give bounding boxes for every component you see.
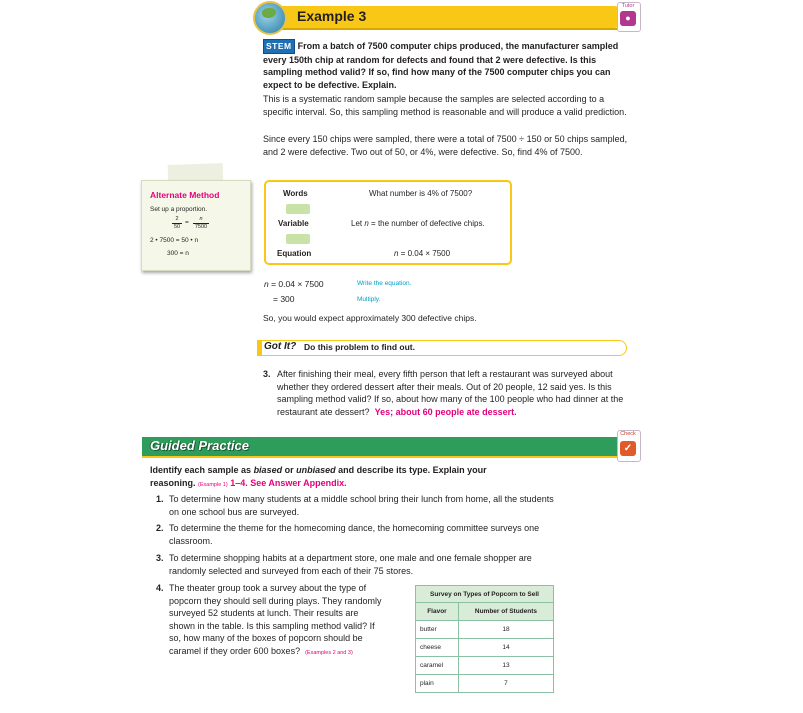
example-para-2: Since every 150 chips were sampled, there were a total of 7500 ÷ 150 or 50 chips sampled, and 2 were defective. Two out of 50, or 4%, were defective. So, find 4% of 7500. <box>263 134 628 157</box>
org-equation-text <box>394 249 450 258</box>
check-label: Check <box>620 431 636 437</box>
gp-item-4-body <box>169 582 382 659</box>
gp-item-4-ref[interactable]: (Examples 2 and 3) <box>305 649 353 656</box>
arrow-down-icon <box>286 234 310 244</box>
org-variable-label: Variable <box>278 219 309 228</box>
problem-3-body <box>277 368 633 418</box>
gp-instructions <box>150 464 530 491</box>
org-equation-var: n <box>394 249 399 258</box>
alt-frac2-num: n <box>199 216 203 222</box>
org-variable-text-post: = the number of defective chips. <box>371 219 485 228</box>
popcorn-survey-table <box>415 585 554 693</box>
gp-instr-answer: 1–4. See Answer Appendix. <box>230 477 347 488</box>
table-header-flavor: Flavor <box>416 603 459 621</box>
alt-frac2-den: 7500 <box>194 224 208 230</box>
gp-instr-post: and describe its type. Explain your <box>338 465 487 475</box>
work-line-1 <box>264 279 324 289</box>
alt-method-proportion <box>170 216 242 233</box>
table-cell-count: 18 <box>458 621 553 639</box>
org-variable-text-pre: Let <box>351 219 363 228</box>
table-cell-flavor: caramel <box>416 657 459 675</box>
tutor-label: Tutor <box>621 3 635 9</box>
work-conclusion: So, you would expect approximately 300 defective chips. <box>263 313 477 323</box>
check-icon[interactable]: ✓ <box>620 441 636 456</box>
tutor-icon[interactable]: ● <box>620 11 636 26</box>
gp-item-4-number: 4. <box>156 583 164 593</box>
table-row <box>416 639 554 657</box>
gp-item-3 <box>156 552 556 577</box>
problem-3 <box>263 368 633 418</box>
work-note-1: Write the equation. <box>357 280 412 287</box>
work-line-2: = 300 <box>273 294 295 304</box>
alt-frac1-num: 2 <box>175 216 179 222</box>
gp-item-2-text: To determine the theme for the homecoming dance, the homecoming committee surveys one classroom. <box>169 523 540 546</box>
problem-3-answer: Yes; about 60 people ate dessert. <box>374 406 517 417</box>
alt-method-line-4: 300 = n <box>167 250 189 257</box>
gp-item-3-text: To determine shopping habits at a department store, one male and one female shopper are randomly selected and surveyed from each of their 75 stores. <box>169 553 532 576</box>
problem-3-number: 3. <box>263 369 271 379</box>
org-words-text: What number is 4% of 7500? <box>369 189 473 198</box>
table-row <box>416 657 554 675</box>
gp-item-2 <box>156 522 556 547</box>
stem-badge: STEM <box>263 39 295 54</box>
alt-method-title: Alternate Method <box>150 190 220 200</box>
gp-item-4-text: The theater group took a survey about the type of popcorn they should sell during plays. They randomly surveyed 52 students at lunch. Their results are shown in the table. Is this sampling method valid? If so, how many of the boxes of popcorn should be caramel if they order 600 boxes? <box>169 583 382 656</box>
got-it-text: Do this problem to find out. <box>304 342 415 352</box>
gp-item-3-number: 3. <box>156 553 164 563</box>
gp-instr-ref[interactable]: (Example 1) <box>198 481 228 488</box>
example-header-underline <box>263 28 625 30</box>
org-words-label: Words <box>283 189 308 198</box>
table-cell-count: 7 <box>458 675 553 693</box>
gp-instr-pre: Identify each sample as <box>150 465 252 475</box>
work-line-1-var: n <box>264 279 269 289</box>
table-cell-flavor: butter <box>416 621 459 639</box>
example-problem-text: From a batch of 7500 computer chips produced, the manufacturer sampled every 150th chip at random for defects and found that 2 were defective. Is this sampling method valid? If so, find how many of the 7500 computer chips you can expect to be defective. Explain. <box>263 41 619 90</box>
alt-method-line-1: Set up a proportion. <box>150 206 208 213</box>
arrow-down-icon <box>286 204 310 214</box>
gp-instr-biased: biased <box>253 465 283 475</box>
gp-item-4 <box>156 582 382 659</box>
example-problem <box>263 39 631 91</box>
problem-3-text: After finishing their meal, every fifth person that left a restaurant was surveyed about whether they ordered dessert after their meals. Out of 20 people, 12 said yes. Is this sampling method valid? If so, about how many of the 100 people who had dinner at the restaurant ate dessert? <box>277 369 624 417</box>
table-cell-flavor: plain <box>416 675 459 693</box>
got-it-label: Got It? <box>264 341 297 352</box>
alt-equals: = <box>185 219 189 226</box>
org-variable-text <box>351 219 485 228</box>
work-note-2: Multiply. <box>357 296 381 303</box>
gp-item-1-text: To determine how many students at a middle school bring their lunch from home, all the students on one school bus are surveyed. <box>169 494 554 517</box>
org-equation-expr: = 0.04 × 7500 <box>400 249 451 258</box>
work-line-1-expr: = 0.04 × 7500 <box>271 279 324 289</box>
table-caption: Survey on Types of Popcorn to Sell <box>416 586 554 603</box>
org-variable-var: n <box>364 219 369 228</box>
gp-instr-line2: reasoning. <box>150 477 196 488</box>
table-row <box>416 621 554 639</box>
table-header-students: Number of Students <box>458 603 553 621</box>
alt-frac1-den: 50 <box>173 224 181 230</box>
org-equation-label: Equation <box>277 249 312 258</box>
example-title: Example 3 <box>297 8 367 24</box>
guided-practice-title: Guided Practice <box>150 438 249 453</box>
gp-item-1 <box>156 493 556 518</box>
guided-practice-underline <box>142 456 628 458</box>
table-cell-count: 14 <box>458 639 553 657</box>
table-row <box>416 675 554 693</box>
table-cell-flavor: cheese <box>416 639 459 657</box>
table-cell-count: 13 <box>458 657 553 675</box>
example-para-1: This is a systematic random sample because the samples are selected according to a specific interval. So, this sampling method is reasonable and will produce a valid prediction. <box>263 94 627 117</box>
gp-instr-unbiased: unbiased <box>296 465 336 475</box>
alt-method-line-3: 2 • 7500 = 50 • n <box>150 237 199 244</box>
gp-item-2-number: 2. <box>156 523 164 533</box>
globe-icon <box>253 1 287 35</box>
gp-item-1-number: 1. <box>156 494 164 504</box>
gp-instr-or: or <box>284 465 294 475</box>
